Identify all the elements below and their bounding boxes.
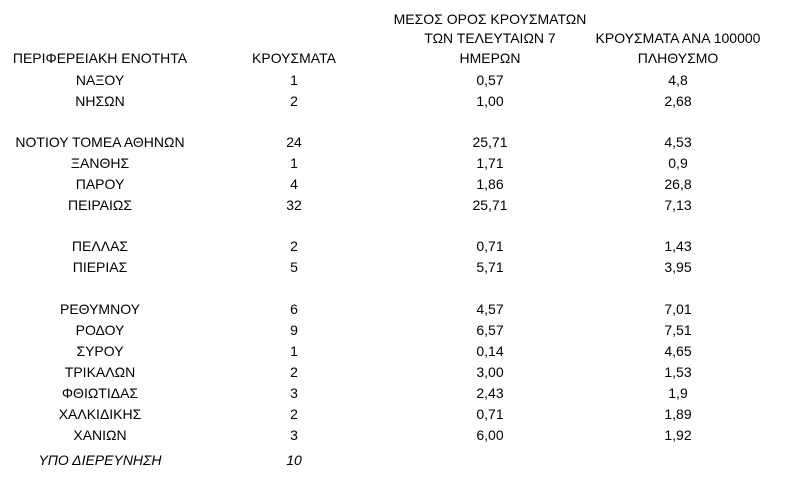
row-cases: 2: [290, 364, 298, 380]
row-per100k: 1,9: [668, 385, 688, 401]
row-region: ΡΟΔΟΥ: [75, 322, 125, 338]
row-cases: 9: [290, 322, 298, 338]
header-cases: ΚΡΟΥΣΜΑΤΑ: [252, 50, 336, 66]
row-cases: 1: [290, 72, 298, 88]
row-cases: 24: [286, 134, 302, 150]
row-per100k: 2,68: [664, 93, 692, 109]
row-cases: 5: [290, 259, 298, 275]
row-per100k: 1,43: [664, 238, 692, 254]
row-cases: 2: [290, 406, 298, 422]
row-avg7: 1,71: [476, 155, 504, 171]
row-cases: 4: [290, 176, 298, 192]
row-avg7: 0,71: [476, 406, 504, 422]
row-region: ΡΕΘΥΜΝΟΥ: [59, 301, 140, 317]
row-per100k: 1,89: [664, 406, 692, 422]
row-avg7: 1,00: [476, 93, 504, 109]
row-avg7: 5,71: [476, 259, 504, 275]
row-region: ΞΑΝΘΗΣ: [70, 155, 130, 171]
row-per100k: 1,92: [664, 427, 692, 443]
row-cases: 3: [290, 427, 298, 443]
row-per100k: 26,8: [664, 176, 692, 192]
row-per100k: 7,51: [664, 322, 692, 338]
row-per100k: 4,53: [664, 134, 692, 150]
row-cases: 6: [290, 301, 298, 317]
row-region: ΝΟΤΙΟΥ ΤΟΜΕΑ ΑΘΗΝΩΝ: [15, 134, 185, 150]
row-avg7: 2,43: [476, 385, 504, 401]
row-region: ΠΑΡΟΥ: [75, 176, 125, 192]
header-avg7-line3: ΗΜΕΡΩΝ: [459, 50, 521, 66]
header-avg7-line2: ΤΩΝ ΤΕΛΕΥΤΑΙΩΝ 7: [424, 30, 556, 46]
row-region: ΤΡΙΚΑΛΩΝ: [64, 364, 136, 380]
row-avg7: 3,00: [476, 364, 504, 380]
row-avg7: 1,86: [476, 176, 504, 192]
row-region: ΠΕΙΡΑΙΩΣ: [68, 197, 132, 213]
header-avg7-line1: ΜΕΣΟΣ ΟΡΟΣ ΚΡΟΥΣΜΑΤΩΝ: [393, 11, 587, 27]
row-avg7: 0,57: [476, 72, 504, 88]
row-region: ΝΑΞΟΥ: [75, 72, 125, 88]
row-per100k: 7,13: [664, 197, 692, 213]
footer-cases: 10: [286, 452, 302, 468]
row-cases: 2: [290, 238, 298, 254]
row-per100k: 1,53: [664, 364, 692, 380]
row-per100k: 3,95: [664, 259, 692, 275]
row-region: ΠΙΕΡΙΑΣ: [72, 259, 128, 275]
row-avg7: 0,71: [476, 238, 504, 254]
row-region: ΠΕΛΛΑΣ: [71, 238, 129, 254]
row-avg7: 4,57: [476, 301, 504, 317]
row-avg7: 6,00: [476, 427, 504, 443]
row-cases: 3: [290, 385, 298, 401]
row-cases: 1: [290, 343, 298, 359]
row-region: ΧΑΝΙΩΝ: [73, 427, 127, 443]
row-avg7: 6,57: [476, 322, 504, 338]
row-avg7: 25,71: [472, 197, 508, 213]
row-avg7: 0,14: [476, 343, 504, 359]
row-region: ΣΥΡΟΥ: [76, 343, 124, 359]
row-per100k: 7,01: [664, 301, 692, 317]
row-cases: 1: [290, 155, 298, 171]
row-per100k: 0,9: [668, 155, 688, 171]
header-region: ΠΕΡΙΦΕΡΕΙΑΚΗ ΕΝΟΤΗΤΑ: [12, 50, 188, 66]
row-region: ΝΗΣΩΝ: [75, 93, 125, 109]
row-per100k: 4,8: [668, 72, 688, 88]
row-per100k: 4,65: [664, 343, 692, 359]
header-per100k-line1: ΚΡΟΥΣΜΑΤΑ ΑΝΑ 100000: [595, 30, 761, 46]
row-cases: 32: [286, 197, 302, 213]
row-region: ΦΘΙΩΤΙΔΑΣ: [61, 385, 139, 401]
header-per100k-line2: ΠΛΗΘΥΣΜΟ: [637, 50, 719, 66]
row-cases: 2: [290, 93, 298, 109]
footer-region: ΥΠΟ ΔΙΕΡΕΥΝΗΣΗ: [38, 452, 162, 468]
row-region: ΧΑΛΚΙΔΙΚΗΣ: [58, 406, 142, 422]
row-avg7: 25,71: [472, 134, 508, 150]
